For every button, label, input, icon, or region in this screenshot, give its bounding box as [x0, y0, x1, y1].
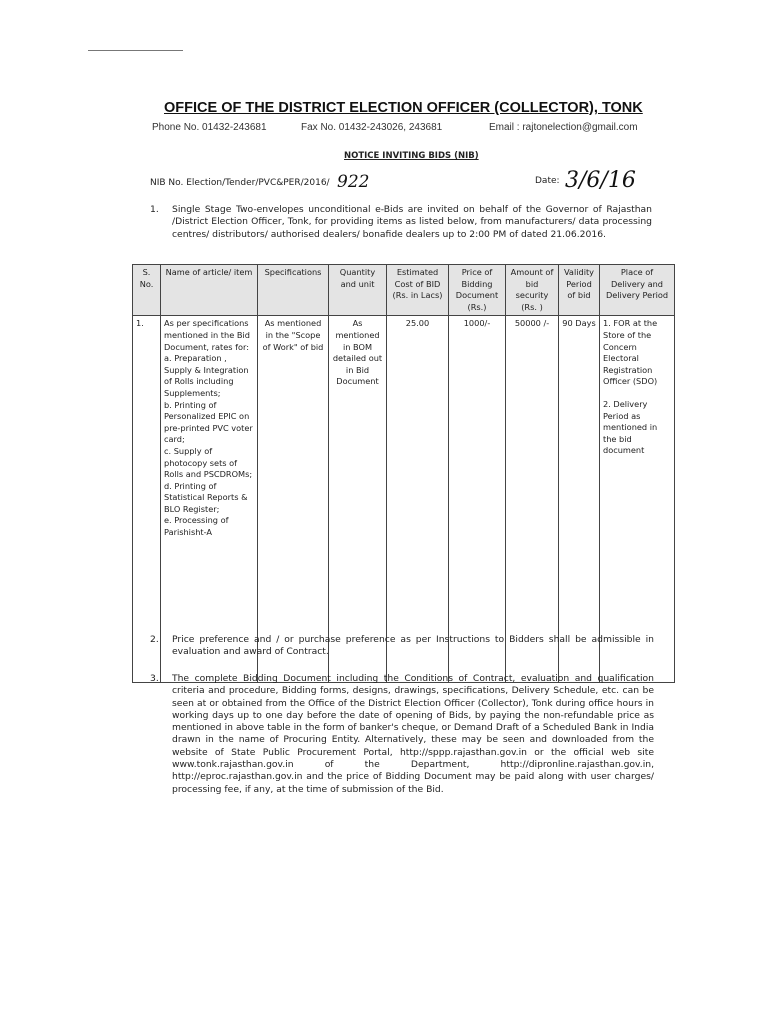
item-c: c. Supply of photocopy sets of Rolls and PSCDROMs; [164, 445, 253, 480]
para-3-number: 3. [150, 673, 159, 684]
table-header-row [133, 265, 675, 316]
cell-quantity: As mentioned in BOM detailed out in Bid Document [329, 316, 387, 683]
scan-mark-line [88, 50, 183, 51]
para-1-number: 1. [150, 204, 159, 215]
nib-handwritten-number: 922 [337, 172, 370, 192]
handwritten-date: 3/6/16 [565, 168, 636, 193]
header-quantity: Quantity and unit [329, 265, 387, 316]
cell-place [600, 316, 675, 683]
header-place: Place of Delivery and Delivery Period [600, 265, 675, 316]
header-doc-price: Price of Bidding Document (Rs.) [449, 265, 506, 316]
header-sno: S. No. [133, 265, 161, 316]
table-row [133, 316, 675, 683]
cell-bid-security: 50000 /- [506, 316, 559, 683]
nib-number-label: NIB No. Election/Tender/PVC&PER/2016/ [150, 178, 330, 188]
place-2: 2. Delivery Period as mentioned in the bid document [603, 398, 658, 456]
office-title: OFFICE OF THE DISTRICT ELECTION OFFICER (COLLECTOR), TONK [164, 100, 643, 116]
item-intro: As per specifications mentioned in the Bid Document, rates for: [164, 318, 250, 352]
header-bid-security: Amount of bid security (Rs. ) [506, 265, 559, 316]
item-b: b. Printing of Personalized EPIC on pre-printed PVC voter card; [164, 399, 253, 445]
phone-number: Phone No. 01432-243681 [152, 122, 267, 133]
cell-doc-price: 1000/- [449, 316, 506, 683]
para-1-text: Single Stage Two-envelopes unconditional e-Bids are invited on behalf of the Governor of Rajasthan /District Election Officer, Tonk, for providing items as listed below, from manufacturers/ data processing centres/ distributors/ authorised dealers/ bonafide dealers up to 2:00 PM of dated 21.06.2016. [172, 204, 652, 240]
para-2-text: Price preference and / or purchase preference as per Instructions to Bidders shall be admissible in evaluation and award of Contract. [172, 634, 654, 658]
place-1: 1. FOR at the Store of the Concern Electoral Registration Officer (SDO) [603, 318, 658, 387]
notice-title: NOTICE INVITING BIDS (NIB) [344, 151, 479, 161]
cell-specifications: As mentioned in the "Scope of Work" of bid [258, 316, 329, 683]
cell-estimated-cost: 25.00 [387, 316, 449, 683]
para-2-number: 2. [150, 634, 159, 645]
bids-table [132, 264, 675, 683]
cell-validity: 90 Days [559, 316, 600, 683]
header-estimated-cost: Estimated Cost of BID (Rs. in Lacs) [387, 265, 449, 316]
cell-sno: 1. [133, 316, 161, 683]
fax-number: Fax No. 01432-243026, 243681 [301, 122, 443, 133]
email-address: Email : rajtonelection@gmail.com [489, 122, 638, 133]
header-validity: Validity Period of bid [559, 265, 600, 316]
item-d: d. Printing of Statistical Reports & BLO Register; [164, 480, 248, 514]
item-a: a. Preparation , Supply & Integration of Rolls including Supplements; [164, 353, 249, 398]
date-label: Date: [535, 176, 560, 186]
para-3-text: The complete Bidding Document including the Conditions of Contract, evaluation and qualification criteria and procedure, Bidding forms, designs, drawings, specifications, Delivery Schedule, etc. can be seen at or obtained from the Office of the District Election Officer (Collector), Tonk during office hours in working days up to one day before the date of opening of Bids, by paying the non-refundable price as mentioned in above table in the form of banker's cheque, or Demand Draft of a Scheduled Bank in India drawn in the name of Procuring Entity. Alternatively, these may be seen and downloaded from the website of State Public Procurement Portal, http://sppp.rajasthan.gov.in or the official web site www.tonk.rajasthan.gov.in of the Department, http://dipronline.rajasthan.gov.in, http://eproc.rajasthan.gov.in and the price of Bidding Document may be paid along with user charges/ processing fee, if any, at the time of submission of the Bid. [172, 673, 654, 795]
header-item: Name of article/ item [161, 265, 258, 316]
cell-item [161, 316, 258, 683]
header-specifications: Specifications [258, 265, 329, 316]
item-e: e. Processing of Parishisht-A [164, 515, 229, 538]
